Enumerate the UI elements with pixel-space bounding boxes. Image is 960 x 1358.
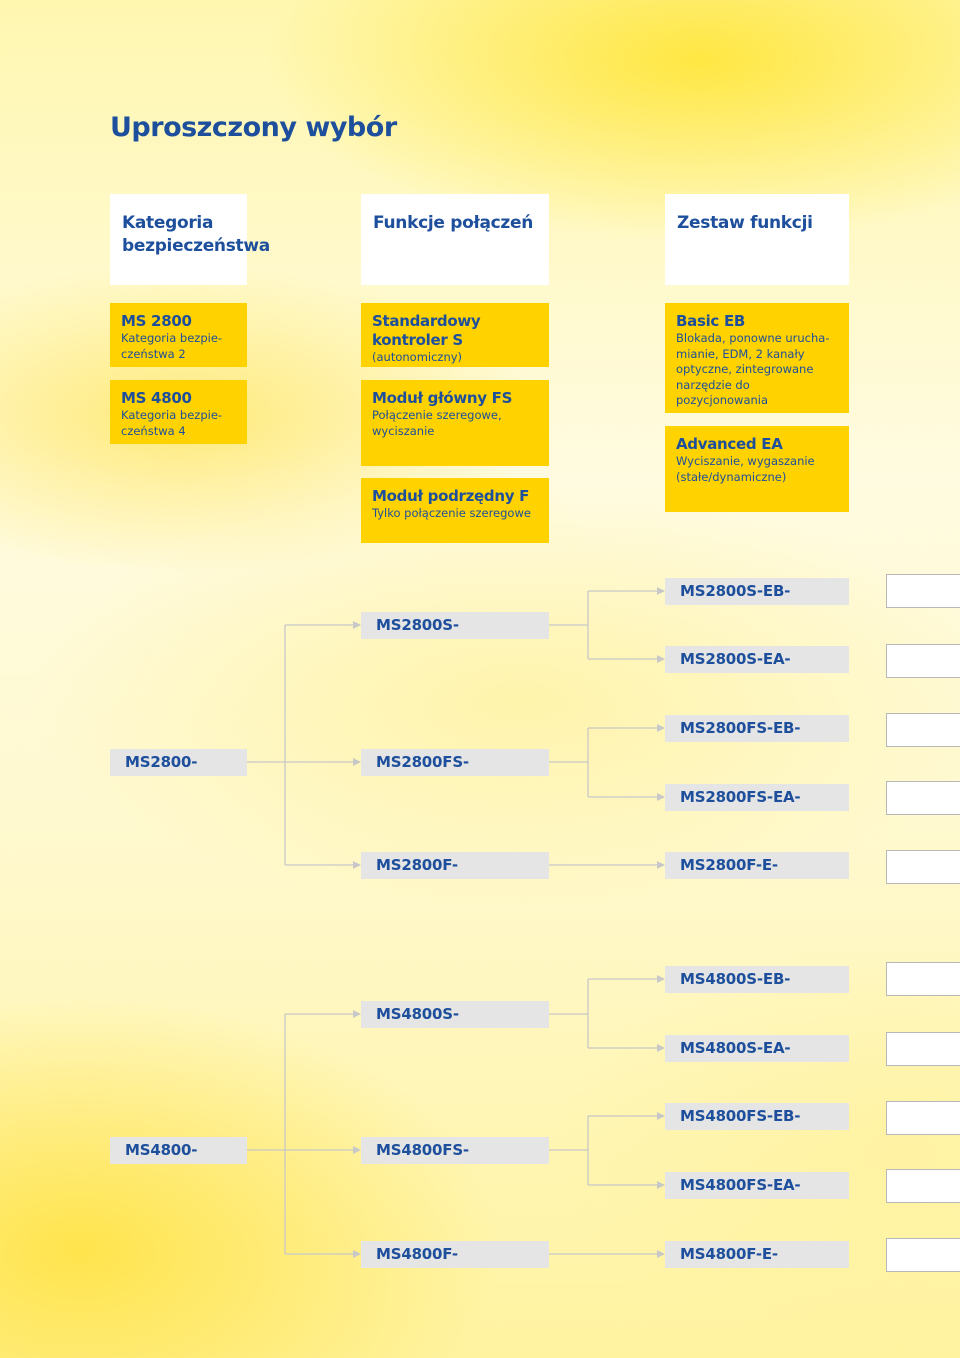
code-slot[interactable]: [886, 962, 960, 996]
feature-desc: Blokada, ponowne urucha- mianie, EDM, 2 kanały optyczne, zintegrowane narzędzie do pozycjonowania: [676, 331, 830, 407]
node-label: MS2800S-EA-: [680, 650, 791, 668]
code-slot[interactable]: [886, 1238, 960, 1272]
connection-title: Standardowy kontroler S: [372, 312, 481, 349]
tree-leaf-ms4800fs-eb: [665, 1103, 849, 1130]
tree-node-ms4800f: [361, 1241, 549, 1268]
code-slot[interactable]: [886, 781, 960, 815]
category-desc: Kategoria bezpie- czeństwa 2: [121, 331, 223, 361]
node-label: MS4800S-: [376, 1005, 459, 1023]
tree-node-ms2800f: [361, 852, 549, 879]
tree-root-ms4800: [110, 1137, 247, 1164]
feature-title: Basic EB: [676, 312, 746, 330]
node-label: MS4800FS-EA-: [680, 1176, 801, 1194]
tree-root-ms2800: [110, 749, 247, 776]
node-label: MS2800FS-: [376, 753, 469, 771]
feature-desc: Wyciszanie, wygaszanie (stałe/dynamiczne): [676, 454, 815, 484]
node-label: MS4800-: [125, 1141, 198, 1159]
node-label: MS4800S-EA-: [680, 1039, 791, 1057]
node-label: MS4800F-: [376, 1245, 458, 1263]
header-feature-set-label: Zestaw funkcji: [677, 213, 813, 233]
code-slot[interactable]: [886, 1032, 960, 1066]
tree-leaf-ms2800f-e: [665, 852, 849, 879]
node-label: MS4800S-EB-: [680, 970, 791, 988]
tree-leaf-ms4800s-ea: [665, 1035, 849, 1062]
header-category-label: Kategoria bezpieczeństwa: [122, 213, 270, 256]
node-label: MS4800FS-EB-: [680, 1107, 801, 1125]
node-label: MS2800F-E-: [680, 856, 778, 874]
tree-leaf-ms2800fs-ea: [665, 784, 849, 811]
connection-title: Moduł podrzędny F: [372, 487, 530, 505]
tree-node-ms2800s: [361, 612, 549, 639]
page-title: Uproszczony wybór: [110, 112, 397, 143]
tree-leaf-ms2800fs-eb: [665, 715, 849, 742]
category-title: MS 4800: [121, 389, 192, 407]
connection-desc: (autonomiczny): [372, 350, 463, 364]
node-label: MS2800FS-EA-: [680, 788, 801, 806]
code-slot[interactable]: [886, 1101, 960, 1135]
tree-node-ms4800s: [361, 1001, 549, 1028]
node-label: MS2800F-: [376, 856, 458, 874]
tree-leaf-ms2800s-ea: [665, 646, 849, 673]
header-connections-label: Funkcje połączeń: [373, 213, 534, 233]
node-label: MS2800S-EB-: [680, 582, 791, 600]
tree-node-ms4800fs: [361, 1137, 549, 1164]
node-label: MS2800-: [125, 753, 198, 771]
category-title: MS 2800: [121, 312, 192, 330]
tree-leaf-ms4800f-e: [665, 1241, 849, 1268]
code-slot[interactable]: [886, 850, 960, 884]
connection-desc: Tylko połączenie szeregowe: [372, 506, 531, 520]
connection-desc: Połączenie szeregowe, wyciszanie: [372, 408, 502, 438]
code-slot[interactable]: [886, 574, 960, 608]
code-slot[interactable]: [886, 713, 960, 747]
feature-title: Advanced EA: [676, 435, 783, 453]
tree-leaf-ms4800s-eb: [665, 966, 849, 993]
node-label: MS2800S-: [376, 616, 459, 634]
code-slot[interactable]: [886, 644, 960, 678]
category-desc: Kategoria bezpie- czeństwa 4: [121, 408, 223, 438]
tree-leaf-ms4800fs-ea: [665, 1172, 849, 1199]
node-label: MS4800F-E-: [680, 1245, 778, 1263]
tree-leaf-ms2800s-eb: [665, 578, 849, 605]
code-slot[interactable]: [886, 1169, 960, 1203]
connection-title: Moduł główny FS: [372, 389, 513, 407]
node-label: MS4800FS-: [376, 1141, 469, 1159]
node-label: MS2800FS-EB-: [680, 719, 801, 737]
tree-node-ms2800fs: [361, 749, 549, 776]
